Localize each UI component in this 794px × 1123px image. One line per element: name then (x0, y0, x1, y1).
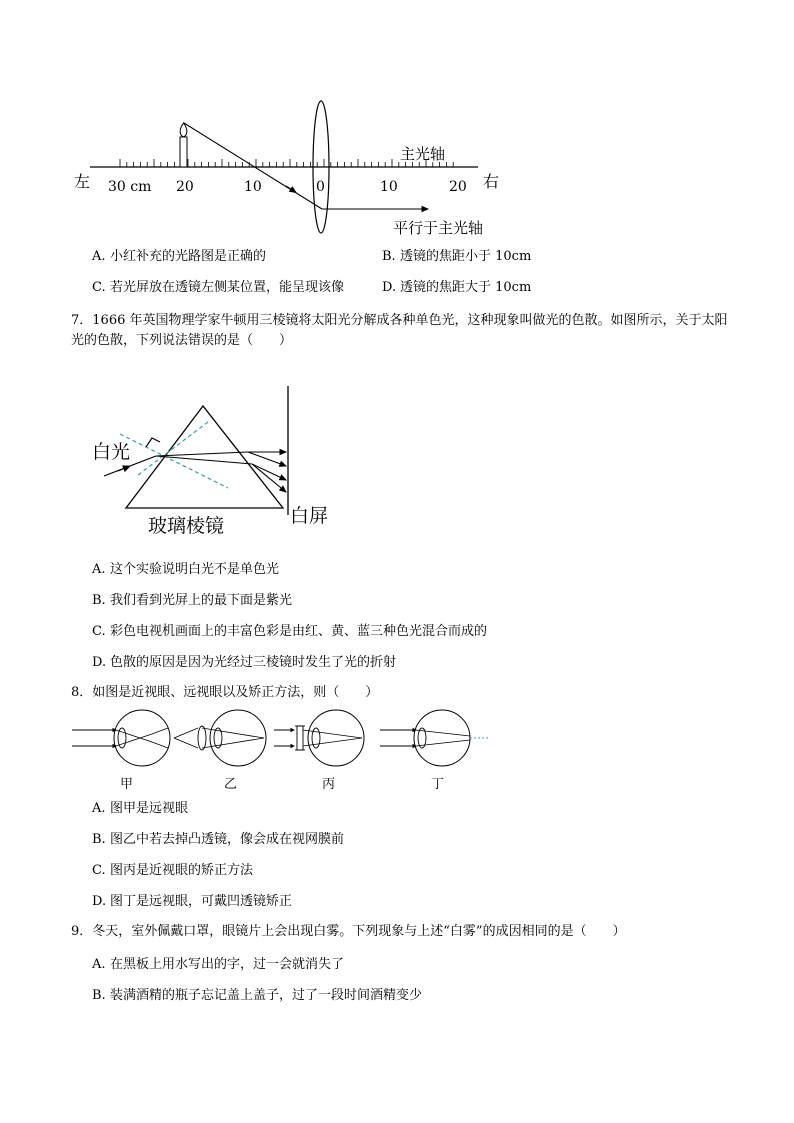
option-letter: B. (92, 988, 106, 1003)
option-letter: A. (92, 801, 106, 816)
option-letter: D. (92, 655, 107, 670)
tick-label-10-left: 10 (244, 179, 262, 195)
option-text: 我们看到光屏上的最下面是紫光 (110, 593, 293, 608)
incident-arrow (118, 466, 130, 471)
tick-label-0: 0 (316, 179, 325, 195)
q7-option-b[interactable] (92, 592, 292, 610)
q6-option-a[interactable] (92, 248, 266, 266)
option-text: 图丁是远视眼，可戴凹透镜矫正 (110, 894, 293, 909)
option-text: 透镜的焦距大于 10cm (400, 280, 532, 295)
light-ray (184, 123, 322, 209)
option-letter: D. (92, 894, 107, 909)
q8-option-c[interactable] (92, 862, 253, 880)
tick-label-20-left: 20 (176, 179, 194, 195)
q8-option-a[interactable] (92, 800, 188, 818)
right-angle-mark (146, 438, 160, 447)
prism-label: 玻璃棱镜 (148, 515, 225, 537)
eye-label-jia: 甲 (120, 777, 134, 792)
option-letter: C. (92, 280, 106, 295)
label-right: 右 (483, 172, 500, 191)
parallel-label: 平行于主光轴 (393, 219, 484, 237)
option-letter: B. (382, 249, 396, 264)
option-text: 图乙中若去掉凸透镜，像会成在视网膜前 (110, 832, 345, 847)
option-letter: A. (92, 562, 106, 577)
eye-bing (274, 710, 364, 766)
q7-option-c[interactable] (92, 623, 487, 641)
eye-diagrams (70, 706, 500, 796)
q8-stem: 8．如图是近视眼、远视眼以及矫正方法，则（ ） (71, 685, 379, 700)
candle (180, 137, 187, 167)
option-text: 若光屏放在透镜左侧某位置，能呈现该像 (110, 280, 345, 295)
ray-arrow (286, 186, 296, 193)
option-letter: A. (92, 249, 106, 264)
option-text: 图丙是近视眼的矫正方法 (110, 863, 254, 878)
tick-label-10-right: 10 (380, 179, 398, 195)
option-letter: B. (92, 832, 106, 847)
option-text: 在黑板上用水写出的字，过一会就消失了 (110, 957, 345, 972)
tick-label-30cm: 30 cm (108, 179, 152, 195)
eye-label-ding: 丁 (431, 777, 445, 792)
tick-label-20-right: 20 (449, 179, 467, 195)
white-light-label: 白光 (92, 441, 131, 463)
option-letter: C. (92, 863, 106, 878)
option-text: 小红补充的光路图是正确的 (110, 249, 267, 264)
q6-option-c[interactable] (92, 279, 344, 297)
q7-option-a[interactable] (92, 561, 279, 579)
q8-option-d[interactable] (92, 893, 292, 911)
option-letter: D. (382, 280, 397, 295)
axis-label: 主光轴 (400, 145, 446, 163)
eye-label-yi: 乙 (224, 777, 238, 792)
q9-option-a[interactable] (92, 956, 344, 974)
q6-option-b[interactable] (382, 248, 531, 266)
option-text: 这个实验说明白光不是单色光 (110, 562, 280, 577)
option-text: 装满酒精的瓶子忘记盖上盖子，过了一段时间酒精变少 (110, 988, 423, 1003)
lens-ray-diagram (60, 95, 520, 240)
option-letter: C. (92, 624, 106, 639)
option-letter: A. (92, 957, 106, 972)
eye-ding (380, 710, 490, 766)
glass-prism (126, 406, 283, 508)
q8-option-b[interactable] (92, 831, 344, 849)
option-text: 色散的原因是因为光经过三棱镜时发生了光的折射 (110, 655, 397, 670)
q7-stem: 7．1666 年英国物理学家牛顿用三棱镜将太阳光分解成各种单色光，这种现象叫做光的色散。如图所示，关于太阳光的色散，下列说法错误的是（ ） (71, 313, 728, 348)
q9-stem: 9．冬天，室外佩戴口罩，眼镜片上会出现白雾。下列现象与上述“白雾”的成因相同的是（ ） (71, 924, 626, 939)
emergent-ray-mid (248, 452, 286, 466)
option-text: 彩色电视机画面上的丰富色彩是由红、黄、蓝三种色光混合而成的 (110, 624, 488, 639)
option-letter: B. (92, 593, 106, 608)
prism-dispersion-diagram (88, 380, 348, 540)
eye-label-bing: 丙 (322, 777, 336, 792)
option-text: 透镜的焦距小于 10cm (400, 249, 532, 264)
label-left: 左 (74, 172, 91, 191)
q6-option-d[interactable] (382, 279, 531, 297)
q7-option-d[interactable] (92, 654, 396, 672)
candle-flame (180, 123, 187, 137)
option-text: 图甲是远视眼 (110, 801, 189, 816)
eye-jia (72, 710, 170, 766)
screen-label: 白屏 (290, 505, 329, 527)
eye-yi (174, 710, 266, 766)
q9-option-b[interactable] (92, 987, 422, 1005)
